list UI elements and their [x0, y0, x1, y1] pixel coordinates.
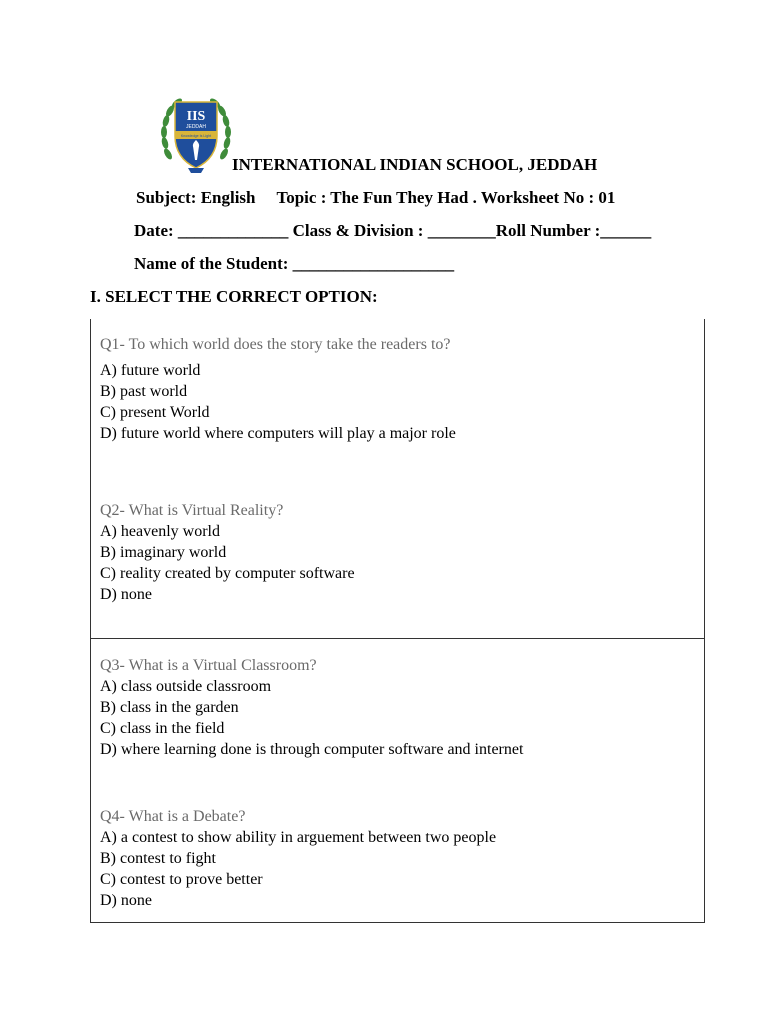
question-block — [100, 334, 456, 444]
answer-option: A) a contest to show ability in arguement between two people — [100, 829, 497, 846]
answer-option: D) none — [100, 586, 152, 603]
answer-option: C) reality created by computer software — [100, 565, 355, 582]
answer-option: D) future world where computers will play a major role — [100, 425, 456, 442]
answer-option: B) class in the garden — [100, 699, 239, 716]
answer-option: B) past world — [100, 383, 188, 400]
answer-option: A) heavenly world — [100, 523, 220, 540]
answer-option: A) class outside classroom — [100, 678, 272, 695]
question-title: Q2- What is Virtual Reality? — [100, 502, 284, 519]
section-heading: I. SELECT THE CORRECT OPTION: — [90, 287, 378, 306]
logo-emblem-text: IIS — [186, 109, 206, 124]
subject-topic-line: Subject: English Topic : The Fun They Had . Worksheet No : 01 — [136, 188, 616, 207]
school-crest-icon — [160, 96, 232, 174]
logo-band-text: Knowledge Is Light — [180, 134, 212, 138]
question-block — [100, 655, 523, 760]
question-box — [90, 319, 705, 639]
question-box — [90, 638, 705, 923]
question-title: Q1- To which world does the story take the readers to? — [100, 336, 451, 353]
question-block — [100, 500, 355, 605]
answer-option: A) future world — [100, 362, 201, 379]
answer-option: C) class in the field — [100, 720, 225, 737]
student-name-line: Name of the Student: ___________________ — [134, 254, 455, 273]
answer-option: C) present World — [100, 404, 210, 421]
school-name: INTERNATIONAL INDIAN SCHOOL, JEDDAH — [232, 155, 598, 174]
school-logo — [160, 96, 232, 174]
date-class-roll-line: Date: _____________ Class & Division : ________Roll Number :______ — [134, 221, 652, 240]
question-title: Q4- What is a Debate? — [100, 808, 246, 825]
answer-option: C) contest to prove better — [100, 871, 263, 888]
question-block — [100, 806, 496, 911]
logo-sub-text: JEDDAH — [185, 124, 207, 130]
answer-option: B) imaginary world — [100, 544, 227, 561]
answer-option: D) none — [100, 892, 152, 909]
answer-option: B) contest to fight — [100, 850, 216, 867]
question-title: Q3- What is a Virtual Classroom? — [100, 657, 317, 674]
answer-option: D) where learning done is through computer software and internet — [100, 741, 524, 758]
